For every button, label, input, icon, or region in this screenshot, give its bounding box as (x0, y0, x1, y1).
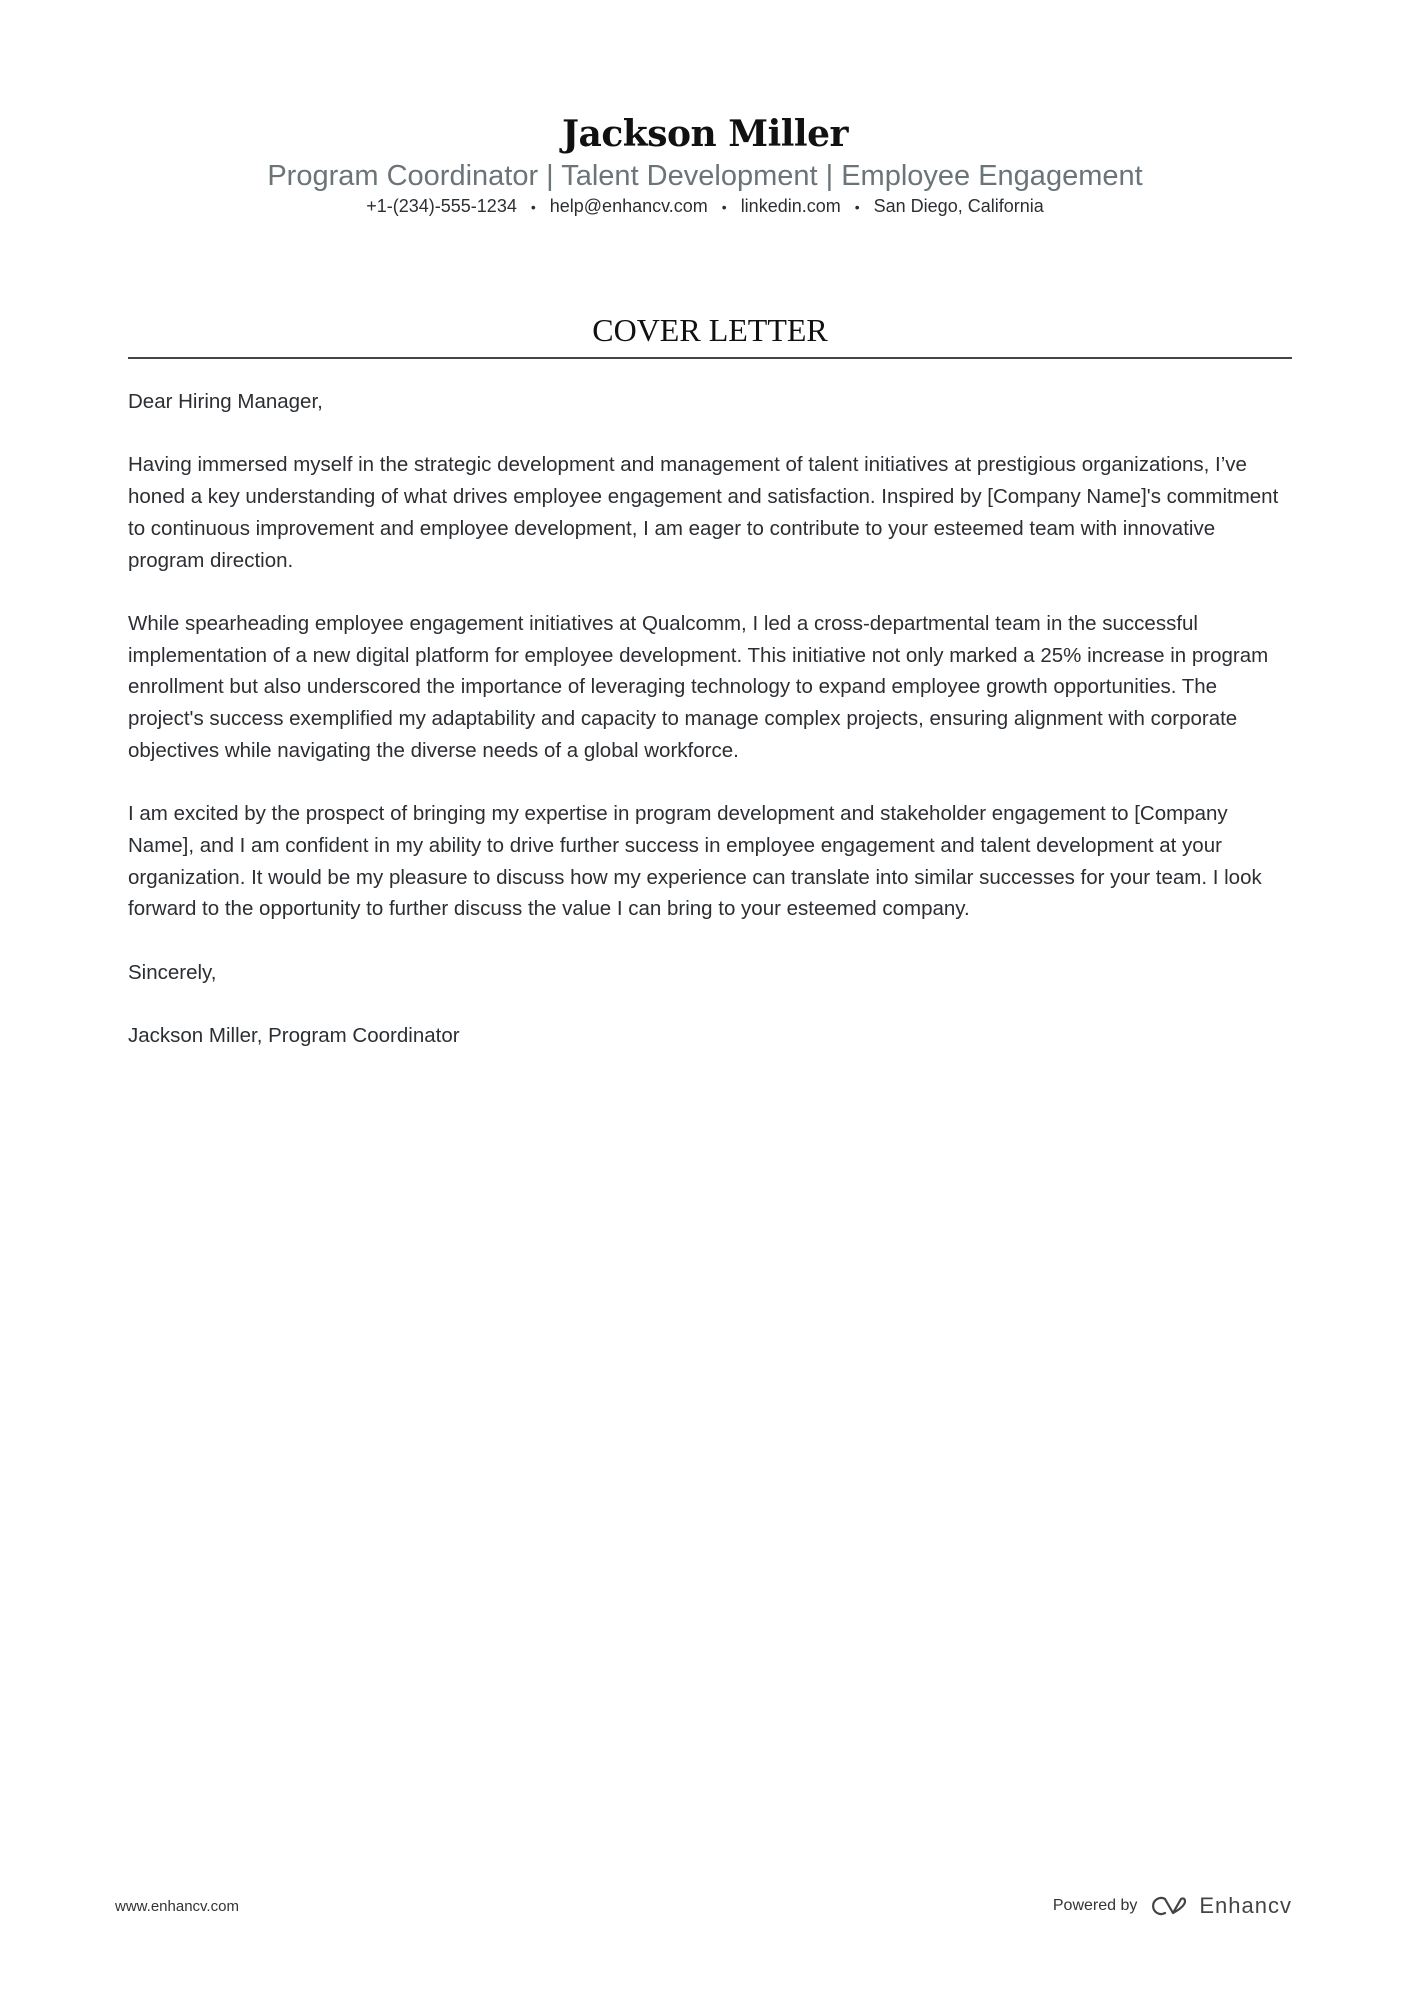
signature: Jackson Miller, Program Coordinator (128, 1023, 460, 1047)
footer-branding (1053, 1893, 1292, 1919)
location: San Diego, California (873, 196, 1044, 216)
powered-by-label: Powered by (1052, 1897, 1138, 1914)
linkedin[interactable]: linkedin.com (740, 196, 841, 216)
resume-header (0, 112, 1410, 219)
section-divider (128, 357, 1292, 359)
email[interactable]: help@enhancv.com (549, 196, 708, 216)
contact-line (0, 194, 1410, 219)
applicant-name: Jackson Miller (562, 113, 848, 155)
enhancv-logo[interactable] (1151, 1893, 1292, 1919)
separator: • (721, 199, 727, 215)
closing: Sincerely, (128, 960, 217, 984)
separator: • (854, 199, 860, 215)
paragraph: I am excited by the prospect of bringing my expertise in program development and stakeholder engagement to [Company Name], and I am confident in my ability to drive further success in employee engagement and talent development at your organization. It would be my pleasure to discuss how my experience can translate into similar successes for your team. I look forward to the opportunity to further discuss the value I can bring to your esteemed company. (128, 802, 1262, 921)
applicant-title: Program Coordinator | Talent Development | Employee Engagement (267, 160, 1143, 192)
paragraph: While spearheading employee engagement initiatives at Qualcomm, I led a cross-departmental team in the successful implementation of a new digital platform for employee development. This initiative not only marked a 25% increase in program enrollment but also underscored the importance of leveraging technology to expand employee growth opportunities. The project's success exemplified my adaptability and capacity to manage complex projects, ensuring alignment with corporate objectives while navigating the diverse needs of a global workforce. (128, 611, 1269, 762)
greeting: Dear Hiring Manager, (128, 390, 323, 413)
paragraph: Having immersed myself in the strategic development and management of talent initiatives at prestigious organizations, I’ve honed a key understanding of what drives employee engagement and satisfaction. Inspired by [Company Name]'s commitment to continuous improvement and employee development, I am eager to contribute to your esteemed team with innovative program direction. (128, 453, 1279, 572)
section-title: COVER LETTER (592, 312, 828, 348)
phone: +1-(234)-555-1234 (366, 196, 517, 216)
enhancv-logo-icon (1151, 1895, 1189, 1917)
brand-name: Enhancv (1199, 1893, 1292, 1918)
separator: • (530, 199, 536, 215)
footer-website[interactable]: www.enhancv.com (115, 1898, 239, 1915)
letter-body (128, 386, 1292, 1083)
